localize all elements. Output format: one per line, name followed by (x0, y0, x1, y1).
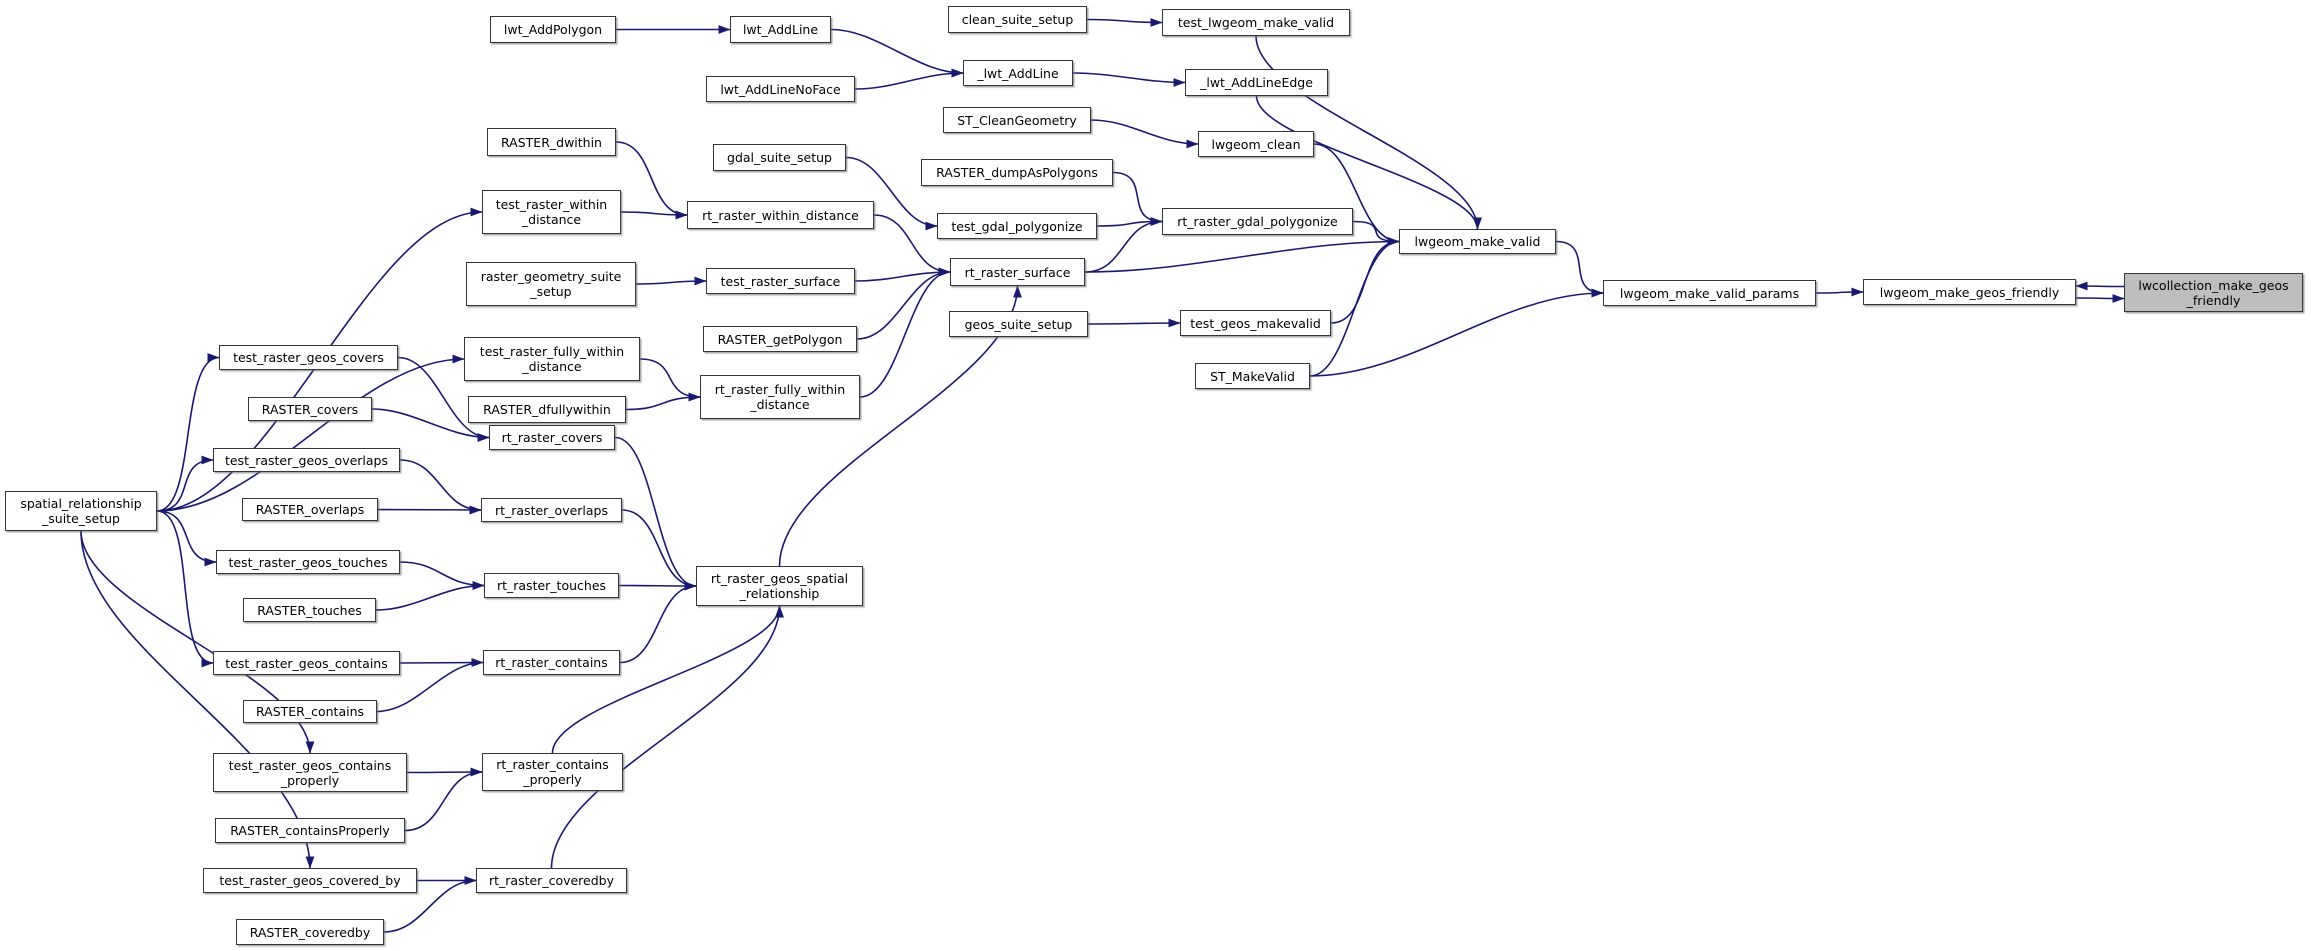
node-RASTER_dumpAsPolygons[interactable]: RASTER_dumpAsPolygons (921, 159, 1113, 186)
node-RASTER_covers[interactable]: RASTER_covers (248, 397, 372, 421)
node-RASTER_getPolygon[interactable]: RASTER_getPolygon (703, 326, 857, 352)
node-test_raster_surface[interactable]: test_raster_surface (706, 268, 855, 294)
edge-RASTER_overlaps-to-rt_raster_overlaps (378, 510, 481, 511)
edge-RASTER_getPolygon-to-rt_raster_surface (857, 272, 950, 339)
edge-spatial_relationship_suite_setup-to-test_raster_geos_overlaps (157, 460, 213, 511)
node-_lwt_AddLine[interactable]: _lwt_AddLine (963, 60, 1073, 86)
edge-lwt_AddLineNoFace-to-_lwt_AddLine (855, 73, 963, 89)
edge-rt_raster_touches-to-rt_raster_geos_spatial_relationship (619, 586, 696, 587)
node-rt_raster_coveredby[interactable]: rt_raster_coveredby (476, 868, 627, 893)
edge-lwgeom_make_valid_params-to-lwgeom_make_geos_friendly (1816, 292, 1863, 293)
node-rt_raster_covers[interactable]: rt_raster_covers (489, 425, 615, 450)
node-lwt_AddLine[interactable]: lwt_AddLine (730, 16, 831, 43)
edge-test_raster_geos_contains_properly-to-rt_raster_contains_properly (407, 772, 482, 773)
node-rt_raster_contains_properly[interactable]: rt_raster_contains _properly (482, 753, 623, 791)
node-rt_raster_contains[interactable]: rt_raster_contains (483, 650, 620, 675)
node-test_lwgeom_make_valid[interactable]: test_lwgeom_make_valid (1162, 9, 1350, 36)
node-RASTER_touches[interactable]: RASTER_touches (243, 598, 376, 622)
edge-rt_raster_gdal_polygonize-to-lwgeom_make_valid (1353, 222, 1399, 242)
node-RASTER_dfullywithin[interactable]: RASTER_dfullywithin (468, 396, 626, 423)
node-rt_raster_touches[interactable]: rt_raster_touches (484, 573, 619, 598)
edge-test_raster_geos_contains-to-rt_raster_contains (400, 663, 483, 664)
edge-clean_suite_setup-to-test_lwgeom_make_valid (1087, 20, 1162, 23)
node-test_gdal_polygonize[interactable]: test_gdal_polygonize (937, 213, 1097, 239)
edge-lwcollection_make_geos_friendly-to-lwgeom_make_geos_friendly (2076, 286, 2124, 287)
edge-RASTER_dumpAsPolygons-to-rt_raster_gdal_polygonize (1113, 173, 1162, 222)
node-rt_raster_gdal_polygonize[interactable]: rt_raster_gdal_polygonize (1162, 208, 1353, 235)
node-rt_raster_geos_spatial_relationship[interactable]: rt_raster_geos_spatial _relationship (696, 566, 863, 606)
edge-spatial_relationship_suite_setup-to-test_raster_geos_touches (157, 511, 216, 562)
node-ST_MakeValid[interactable]: ST_MakeValid (1195, 363, 1310, 389)
node-RASTER_overlaps[interactable]: RASTER_overlaps (242, 498, 378, 521)
node-rt_raster_fully_within_distance[interactable]: rt_raster_fully_within _distance (700, 375, 860, 419)
edge-ST_MakeValid-to-lwgeom_make_valid_params (1310, 293, 1603, 376)
node-RASTER_dwithin[interactable]: RASTER_dwithin (487, 128, 616, 156)
node-rt_raster_within_distance[interactable]: rt_raster_within_distance (687, 201, 874, 229)
edge-RASTER_dwithin-to-rt_raster_within_distance (616, 142, 687, 215)
edge-rt_raster_covers-to-rt_raster_geos_spatial_relationship (615, 438, 696, 587)
node-test_raster_geos_covers[interactable]: test_raster_geos_covers (219, 345, 398, 370)
node-test_raster_within_distance[interactable]: test_raster_within _distance (482, 190, 621, 234)
node-ST_CleanGeometry[interactable]: ST_CleanGeometry (943, 107, 1091, 133)
node-test_raster_geos_covered_by[interactable]: test_raster_geos_covered_by (203, 868, 417, 893)
node-lwt_AddLineNoFace[interactable]: lwt_AddLineNoFace (706, 76, 855, 102)
edge-raster_geometry_suite_setup-to-test_raster_surface (636, 281, 706, 284)
node-raster_geometry_suite_setup[interactable]: raster_geometry_suite _setup (466, 262, 636, 306)
edge-RASTER_containsProperly-to-rt_raster_contains_properly (405, 772, 482, 831)
node-rt_raster_overlaps[interactable]: rt_raster_overlaps (481, 498, 622, 522)
edge-geos_suite_setup-to-test_geos_makevalid (1088, 323, 1180, 324)
edge-spatial_relationship_suite_setup-to-test_raster_fully_within_distance (157, 359, 464, 511)
edge-spatial_relationship_suite_setup-to-test_raster_geos_covers (157, 358, 219, 512)
node-test_raster_fully_within_distance[interactable]: test_raster_fully_within _distance (464, 337, 640, 381)
node-lwgeom_make_geos_friendly[interactable]: lwgeom_make_geos_friendly (1863, 279, 2076, 305)
edge-RASTER_touches-to-rt_raster_touches (376, 586, 484, 611)
node-lwt_AddPolygon[interactable]: lwt_AddPolygon (490, 16, 616, 43)
edge-lwt_AddLine-to-_lwt_AddLine (831, 30, 963, 74)
edge-ST_MakeValid-to-lwgeom_make_valid (1310, 242, 1399, 377)
node-rt_raster_surface[interactable]: rt_raster_surface (950, 258, 1085, 286)
node-_lwt_AddLineEdge[interactable]: _lwt_AddLineEdge (1185, 69, 1328, 96)
node-lwgeom_make_valid[interactable]: lwgeom_make_valid (1399, 229, 1556, 254)
node-test_raster_geos_overlaps[interactable]: test_raster_geos_overlaps (213, 448, 400, 472)
node-test_geos_makevalid[interactable]: test_geos_makevalid (1180, 310, 1331, 336)
node-RASTER_coveredby[interactable]: RASTER_coveredby (236, 919, 384, 945)
node-lwgeom_make_valid_params[interactable]: lwgeom_make_valid_params (1603, 280, 1816, 306)
edge-lwgeom_make_valid-to-lwgeom_make_valid_params (1556, 242, 1603, 294)
node-test_raster_geos_contains_properly[interactable]: test_raster_geos_contains _properly (213, 753, 407, 792)
edge-lwgeom_make_geos_friendly-to-lwcollection_make_geos_friendly (2076, 298, 2124, 299)
node-lwgeom_clean[interactable]: lwgeom_clean (1198, 131, 1314, 157)
edge-test_raster_surface-to-rt_raster_surface (855, 272, 950, 281)
node-gdal_suite_setup[interactable]: gdal_suite_setup (713, 144, 846, 171)
edge-rt_raster_contains_properly-to-rt_raster_geos_spatial_relationship (553, 606, 780, 753)
node-spatial_relationship_suite_setup[interactable]: spatial_relationship _suite_setup (5, 491, 157, 531)
edge-rt_raster_contains-to-rt_raster_geos_spatial_relationship (620, 586, 696, 663)
edge-test_raster_geos_overlaps-to-rt_raster_overlaps (400, 460, 481, 510)
node-lwcollection_make_geos_friendly: lwcollection_make_geos _friendly (2124, 273, 2303, 312)
edge-test_raster_geos_touches-to-rt_raster_touches (400, 562, 484, 586)
edge-RASTER_dfullywithin-to-rt_raster_fully_within_distance (626, 397, 700, 410)
edge-test_raster_fully_within_distance-to-rt_raster_fully_within_distance (640, 359, 700, 397)
edge-rt_raster_surface-to-lwgeom_make_valid (1085, 242, 1399, 273)
node-clean_suite_setup[interactable]: clean_suite_setup (948, 6, 1087, 33)
node-RASTER_contains[interactable]: RASTER_contains (243, 700, 377, 723)
edge-_lwt_AddLine-to-_lwt_AddLineEdge (1073, 73, 1185, 83)
edge-ST_CleanGeometry-to-lwgeom_clean (1091, 120, 1198, 144)
edge-rt_raster_coveredby-to-rt_raster_geos_spatial_relationship (552, 606, 780, 868)
node-test_raster_geos_touches[interactable]: test_raster_geos_touches (216, 550, 400, 574)
node-RASTER_containsProperly[interactable]: RASTER_containsProperly (215, 818, 405, 843)
node-geos_suite_setup[interactable]: geos_suite_setup (949, 311, 1088, 337)
node-test_raster_geos_contains[interactable]: test_raster_geos_contains (213, 651, 400, 675)
